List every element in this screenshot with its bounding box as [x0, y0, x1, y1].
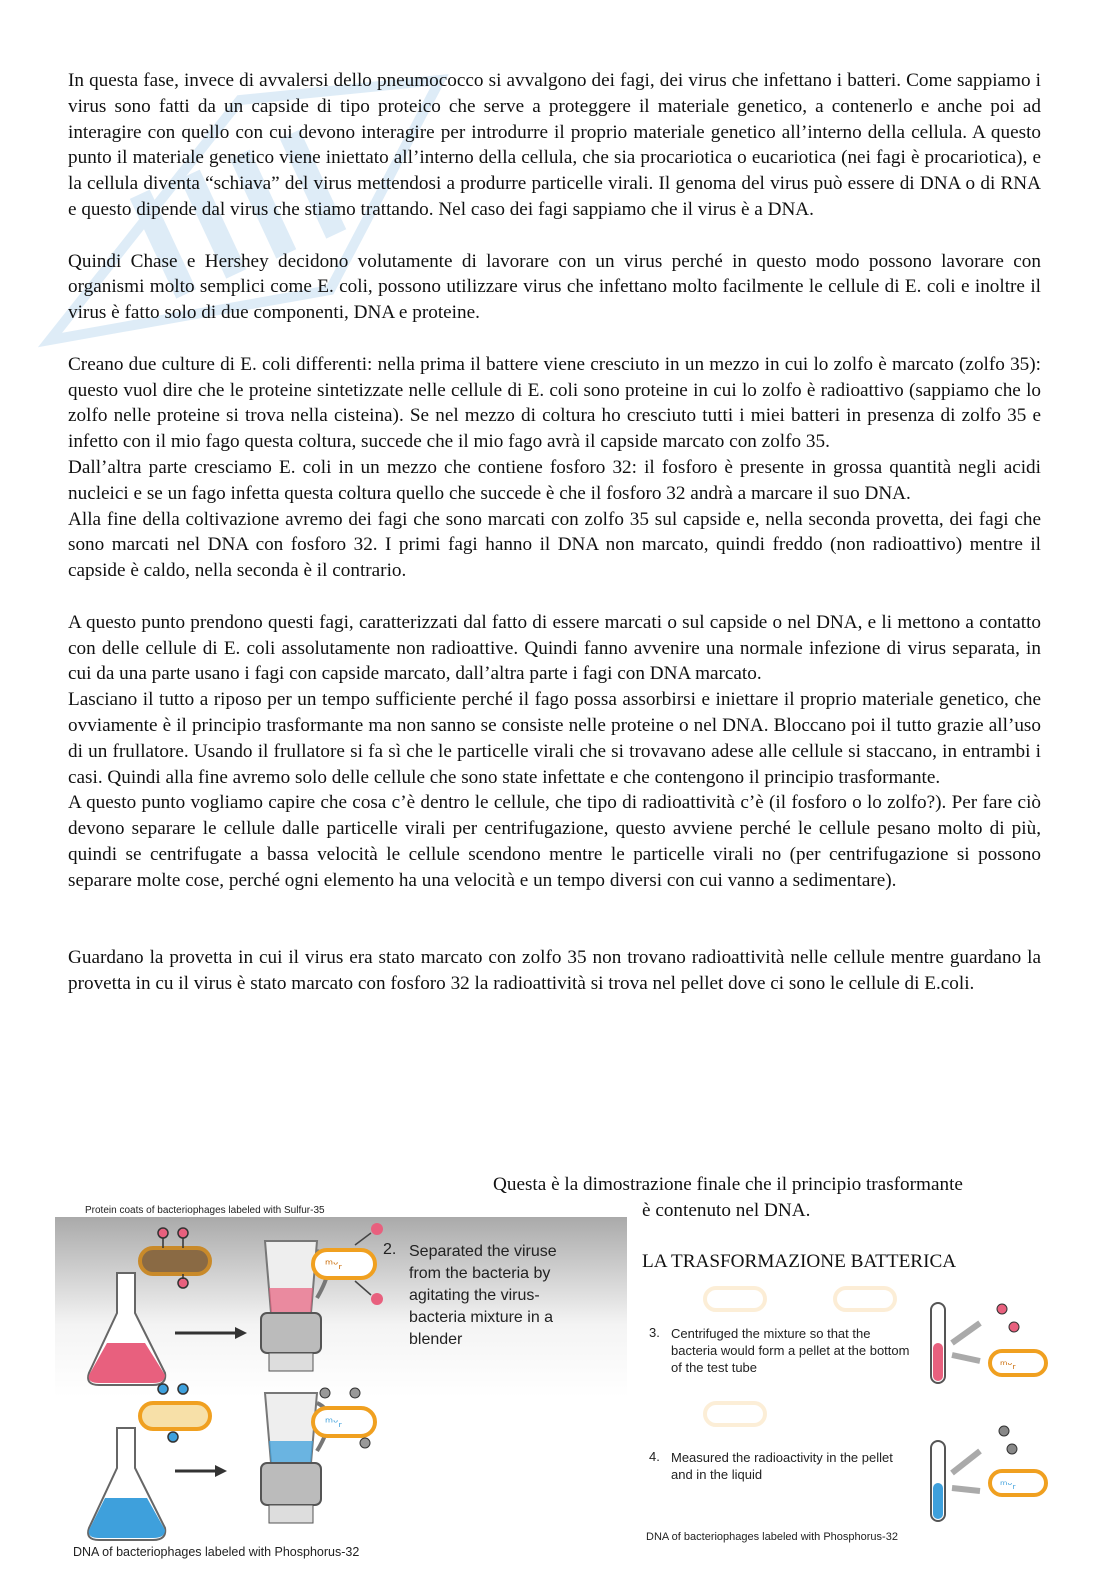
paragraph: Guardano la provetta in cui il virus era stato marcato con zolfo 35 non trovano radioattività nelle cellule mentre guardano la provetta in cu il virus è stato marcato con fosforo 32 la radioattività si trova nel pellet dove ci sono le cellule di E.coli.	[68, 947, 1041, 994]
centrifuge-figure	[640, 1283, 1050, 1553]
centrifuge-illustration	[640, 1283, 1050, 1553]
svg-text:ᵐᵕᵣ: ᵐᵕᵣ	[325, 1416, 342, 1431]
step-2-number: 2.	[383, 1241, 397, 1258]
paragraph: Creano due culture di E. coli differenti: nella prima il battere viene cresciuto in un mezzo in cui lo zolfo è marcato (zolfo 35): questo vuol dire che le proteine sintetizzate nelle cellule di E. coli sono proteine in cui lo zolfo è radioattivo (sappiamo che lo zolfo nelle proteine si trova nella cisteina). Se nel mezzo di coltura ho cresciuto tutti i miei batteri in presenza di zolfo 35 e infetto con il mio fago questa coltura, succede che il mio fago avrà il capside marcato con zolfo 35.	[68, 353, 1041, 453]
svg-text:ᵐᵕᵣ: ᵐᵕᵣ	[1000, 1478, 1016, 1492]
conclusion-line-1: Questa è la dimostrazione finale che il principio trasformante	[493, 1174, 963, 1195]
figure-top-caption: Protein coats of bacteriophages labeled with Sulfur-35	[85, 1205, 325, 1216]
conclusion-line-2: è contenuto nel DNA.	[642, 1200, 811, 1221]
svg-text:ᵐᵕᵣ: ᵐᵕᵣ	[1000, 1358, 1016, 1372]
step-2-text: Separated the viruse from the bacteria by agitating the virus-bacteria mixture in a blender	[409, 1243, 557, 1348]
step-3-text: Centrifuged the mixture so that the bacteria would form a pellet at the bottom of the test tube	[671, 1326, 910, 1375]
figure-bottom-caption: DNA of bacteriophages labeled with Phosphorus-32	[73, 1545, 360, 1559]
paragraph: A questo punto vogliamo capire che cosa c’è dentro le cellule, che tipo di radioattività c’è (il fosforo o lo zolfo?). Per fare ciò devono separare le cellule dalle particelle virali per centrifugazione, questo avviene perché le cellule pesano molto di più, quindi se centrifugate a bassa velocità le cellule scendono mentre le particelle virali no (per centrifugazione si possono separare molte cose, perché ogni elemento ha una velocità e un tempo diversi con cui vanno a sedimentare).	[68, 792, 1041, 891]
blender-figure	[55, 1203, 627, 1563]
body-text	[68, 68, 1041, 997]
paragraph: Alla fine della coltivazione avremo dei fagi che sono marcati con zolfo 35 sul capside e, nella seconda provetta, dei fagi che sono marcati nel DNA con fosforo 32. I primi fagi hanno il DNA non marcato, quindi freddo (non radioattivo) mentre il capside è caldo, nella seconda è il contrario.	[68, 508, 1041, 582]
step-4-text: Measured the radioactivity in the pellet and in the liquid	[671, 1450, 893, 1482]
paragraph: Lasciano il tutto a riposo per un tempo sufficiente perché il fago possa assorbirsi e iniettare il proprio materiale genetico, che ovviamente è il principio trasformante ma non sanno se consiste nelle proteine o nel DNA. Bloccano poi il tutto grazie all’uso di un frullatore. Usando il frullatore si fa sì che le particelle virali che si trovavano adese alle cellule si staccano, in entrambi i casi. Quindi alla fine avremo solo delle cellule che sono state infettate e che contengono il principio trasformante.	[68, 689, 1041, 788]
step-3-number: 3.	[649, 1325, 660, 1340]
paragraph: Dall’altra parte cresciamo E. coli in un mezzo che contiene fosforo 32: il fosforo è presente in grossa quantità negli acidi nucleici e se un fago infetta questa coltura quello che succede è che il fosforo 32 andrà a marcare il suo DNA.	[68, 456, 1041, 504]
right-figure-caption: DNA of bacteriophages labeled with Phosphorus-32	[646, 1531, 898, 1543]
paragraph: Quindi Chase e Hershey decidono volutamente di lavorare con un virus perché in questo modo possono lavorare con organismi molto semplici come E. coli, possono utilizzare virus che infettano molto facilmente le cellule di E. coli e inoltre il virus è fatto solo di due componenti, DNA e proteine.	[68, 250, 1041, 324]
step-4-number: 4.	[649, 1449, 660, 1464]
paragraph: In questa fase, invece di avvalersi dello pneumococco si avvalgono dei fagi, dei virus che infettano i batteri. Come sappiamo i virus sono fatti da un capside di tipo proteico che serve a proteggere il materiale genetico, a contenerlo e anche poi ad interagire con quello con cui devono interagire per introdurre il proprio materiale genetico all’interno della cellula. A questo punto il materiale genetico viene iniettato all’interno della cellula, che sia procariotica o eucariotica (nei fagi è procariotica), e la cellula diventa “schiava” del virus mettendosi a produrre particelle virali. Il genoma del virus può essere di DNA o di RNA e questo dipende dal virus che stiamo trattando. Nel caso dei fagi sappiamo che il virus è a DNA.	[68, 70, 1041, 220]
paragraph: A questo punto prendono questi fagi, caratterizzati dal fatto di essere marcati o sul capside o nel DNA, e li mettono a contatto con delle cellule di E. coli assolutamente non radioattive. Quindi fanno avvenire una normale infezione di virus separata, in cui da una parte usano i fagi con capside marcato, dall’altra parte i fagi con DNA marcato.	[68, 611, 1041, 685]
svg-text:ᵐᵕᵣ: ᵐᵕᵣ	[325, 1258, 342, 1273]
section-heading: LA TRASFORMAZIONE BATTERICA	[642, 1251, 957, 1272]
